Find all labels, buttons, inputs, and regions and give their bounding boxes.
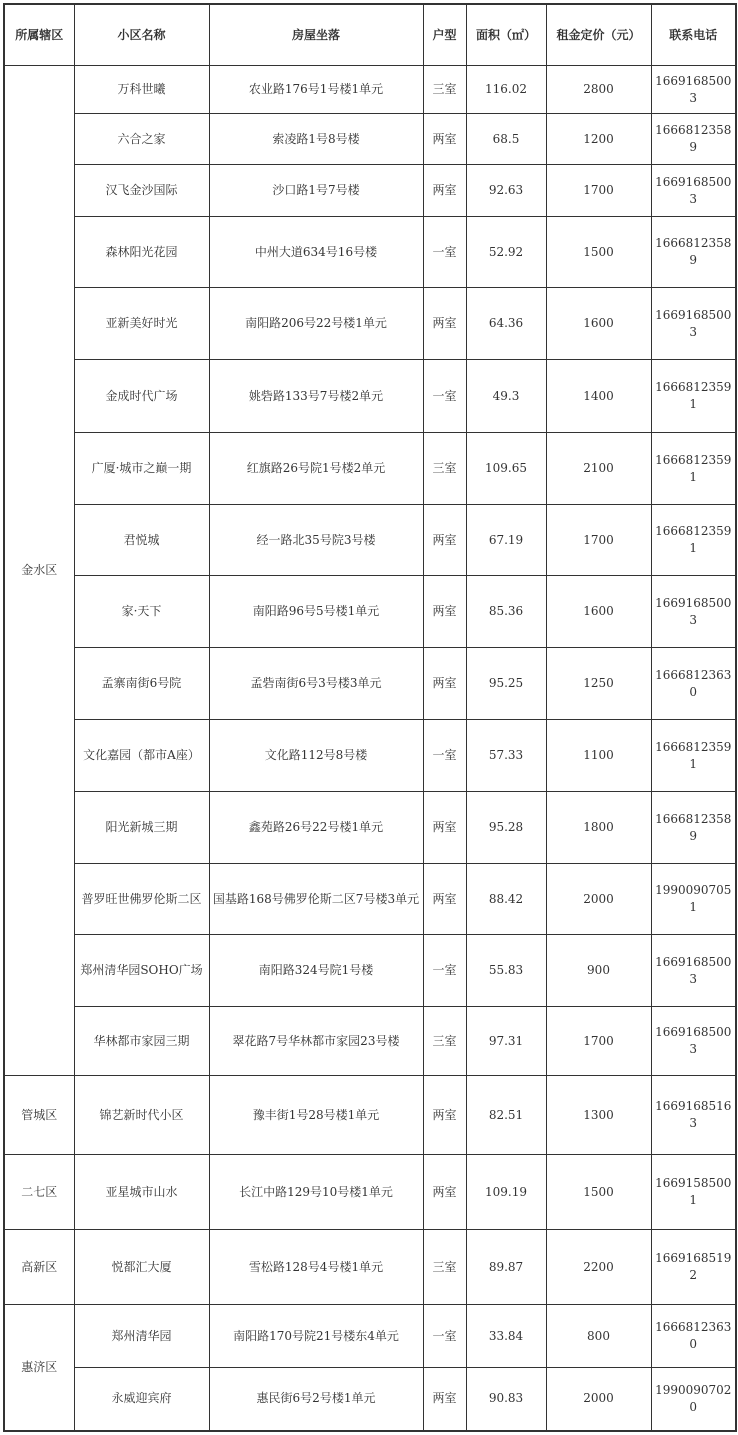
community-name-cell: 阳光新城三期 <box>74 792 209 864</box>
rental-listing-table <box>3 3 737 1432</box>
layout-cell: 两室 <box>423 648 466 720</box>
community-name-cell: 亚星城市山水 <box>74 1155 209 1230</box>
community-name-cell: 君悦城 <box>74 505 209 576</box>
rent-cell: 1700 <box>546 165 651 217</box>
area-cell: 49.3 <box>466 360 546 433</box>
area-cell: 52.92 <box>466 217 546 288</box>
table-row <box>4 66 736 114</box>
area-cell: 68.5 <box>466 114 546 165</box>
rent-cell: 1400 <box>546 360 651 433</box>
header-layout: 户型 <box>423 4 466 66</box>
rent-cell: 2200 <box>546 1230 651 1305</box>
area-cell: 95.28 <box>466 792 546 864</box>
table-row <box>4 648 736 720</box>
layout-cell: 两室 <box>423 576 466 648</box>
area-cell: 95.25 <box>466 648 546 720</box>
phone-cell: 16668123591 <box>651 720 736 792</box>
rent-cell: 1600 <box>546 288 651 360</box>
table-row <box>4 433 736 505</box>
phone-cell: 16668123589 <box>651 114 736 165</box>
community-name-cell: 汉飞金沙国际 <box>74 165 209 217</box>
area-cell: 57.33 <box>466 720 546 792</box>
table-row <box>4 864 736 935</box>
phone-cell: 16668123591 <box>651 433 736 505</box>
layout-cell: 两室 <box>423 165 466 217</box>
community-name-cell: 郑州清华园 <box>74 1305 209 1368</box>
area-cell: 85.36 <box>466 576 546 648</box>
rent-cell: 1100 <box>546 720 651 792</box>
area-cell: 67.19 <box>466 505 546 576</box>
address-cell: 南阳路96号5号楼1单元 <box>209 576 423 648</box>
address-cell: 孟砦南街6号3号楼3单元 <box>209 648 423 720</box>
area-cell: 97.31 <box>466 1007 546 1076</box>
community-name-cell: 金成时代广场 <box>74 360 209 433</box>
rent-cell: 1700 <box>546 1007 651 1076</box>
community-name-cell: 万科世曦 <box>74 66 209 114</box>
rent-cell: 1500 <box>546 1155 651 1230</box>
community-name-cell: 广厦·城市之巅一期 <box>74 433 209 505</box>
address-cell: 豫丰街1号28号楼1单元 <box>209 1076 423 1155</box>
phone-cell: 16691685003 <box>651 935 736 1007</box>
layout-cell: 两室 <box>423 114 466 165</box>
table-row <box>4 1076 736 1155</box>
district-cell: 高新区 <box>4 1230 74 1305</box>
table-row <box>4 217 736 288</box>
layout-cell: 一室 <box>423 720 466 792</box>
table-row <box>4 1305 736 1368</box>
layout-cell: 两室 <box>423 1368 466 1431</box>
table-row <box>4 576 736 648</box>
layout-cell: 一室 <box>423 1305 466 1368</box>
table-row <box>4 360 736 433</box>
layout-cell: 两室 <box>423 1076 466 1155</box>
rent-cell: 2800 <box>546 66 651 114</box>
rent-cell: 1200 <box>546 114 651 165</box>
phone-cell: 16691685003 <box>651 576 736 648</box>
table-row <box>4 1230 736 1305</box>
phone-cell: 16668123589 <box>651 792 736 864</box>
rent-cell: 2000 <box>546 1368 651 1431</box>
rent-cell: 1600 <box>546 576 651 648</box>
community-name-cell: 文化嘉园（都市A座） <box>74 720 209 792</box>
address-cell: 鑫苑路26号22号楼1单元 <box>209 792 423 864</box>
community-name-cell: 悦都汇大厦 <box>74 1230 209 1305</box>
phone-cell: 19900907020 <box>651 1368 736 1431</box>
address-cell: 翠花路7号华林都市家园23号楼 <box>209 1007 423 1076</box>
phone-cell: 16691685003 <box>651 288 736 360</box>
table-row <box>4 792 736 864</box>
phone-cell: 16668123591 <box>651 360 736 433</box>
area-cell: 90.83 <box>466 1368 546 1431</box>
phone-cell: 16668123591 <box>651 505 736 576</box>
layout-cell: 三室 <box>423 66 466 114</box>
rent-cell: 1800 <box>546 792 651 864</box>
address-cell: 沙口路1号7号楼 <box>209 165 423 217</box>
layout-cell: 三室 <box>423 1007 466 1076</box>
address-cell: 中州大道634号16号楼 <box>209 217 423 288</box>
header-community-name: 小区名称 <box>74 4 209 66</box>
layout-cell: 三室 <box>423 1230 466 1305</box>
area-cell: 92.63 <box>466 165 546 217</box>
address-cell: 南阳路170号院21号楼东4单元 <box>209 1305 423 1368</box>
district-cell: 金水区 <box>4 66 74 1076</box>
phone-cell: 16691685192 <box>651 1230 736 1305</box>
address-cell: 南阳路324号院1号楼 <box>209 935 423 1007</box>
layout-cell: 两室 <box>423 1155 466 1230</box>
address-cell: 文化路112号8号楼 <box>209 720 423 792</box>
rent-cell: 2100 <box>546 433 651 505</box>
layout-cell: 两室 <box>423 864 466 935</box>
community-name-cell: 锦艺新时代小区 <box>74 1076 209 1155</box>
community-name-cell: 普罗旺世佛罗伦斯二区 <box>74 864 209 935</box>
layout-cell: 一室 <box>423 217 466 288</box>
address-cell: 长江中路129号10号楼1单元 <box>209 1155 423 1230</box>
header-address: 房屋坐落 <box>209 4 423 66</box>
district-cell: 管城区 <box>4 1076 74 1155</box>
layout-cell: 一室 <box>423 935 466 1007</box>
area-cell: 82.51 <box>466 1076 546 1155</box>
phone-cell: 16691685003 <box>651 1007 736 1076</box>
community-name-cell: 郑州清华园SOHO广场 <box>74 935 209 1007</box>
area-cell: 33.84 <box>466 1305 546 1368</box>
address-cell: 索凌路1号8号楼 <box>209 114 423 165</box>
area-cell: 116.02 <box>466 66 546 114</box>
rent-cell: 2000 <box>546 864 651 935</box>
community-name-cell: 家·天下 <box>74 576 209 648</box>
phone-cell: 19900907051 <box>651 864 736 935</box>
community-name-cell: 孟寨南街6号院 <box>74 648 209 720</box>
rent-cell: 1500 <box>546 217 651 288</box>
address-cell: 姚砦路133号7号楼2单元 <box>209 360 423 433</box>
address-cell: 红旗路26号院1号楼2单元 <box>209 433 423 505</box>
phone-cell: 16691685003 <box>651 165 736 217</box>
address-cell: 国基路168号佛罗伦斯二区7号楼3单元 <box>209 864 423 935</box>
header-row <box>4 4 736 66</box>
header-district: 所属辖区 <box>4 4 74 66</box>
table-row <box>4 1155 736 1230</box>
table-row <box>4 288 736 360</box>
header-phone: 联系电话 <box>651 4 736 66</box>
table-row <box>4 720 736 792</box>
layout-cell: 三室 <box>423 433 466 505</box>
phone-cell: 16668123630 <box>651 648 736 720</box>
layout-cell: 两室 <box>423 792 466 864</box>
header-rent: 租金定价（元） <box>546 4 651 66</box>
table-row <box>4 935 736 1007</box>
rent-cell: 1300 <box>546 1076 651 1155</box>
header-area: 面积（㎡） <box>466 4 546 66</box>
rent-cell: 1700 <box>546 505 651 576</box>
area-cell: 89.87 <box>466 1230 546 1305</box>
community-name-cell: 华林都市家园三期 <box>74 1007 209 1076</box>
rent-cell: 1250 <box>546 648 651 720</box>
address-cell: 惠民街6号2号楼1单元 <box>209 1368 423 1431</box>
area-cell: 109.19 <box>466 1155 546 1230</box>
layout-cell: 两室 <box>423 288 466 360</box>
layout-cell: 两室 <box>423 505 466 576</box>
phone-cell: 16668123589 <box>651 217 736 288</box>
table-row <box>4 165 736 217</box>
table-row <box>4 505 736 576</box>
phone-cell: 16668123630 <box>651 1305 736 1368</box>
area-cell: 64.36 <box>466 288 546 360</box>
rent-cell: 900 <box>546 935 651 1007</box>
area-cell: 88.42 <box>466 864 546 935</box>
phone-cell: 16691685003 <box>651 66 736 114</box>
rent-cell: 800 <box>546 1305 651 1368</box>
area-cell: 55.83 <box>466 935 546 1007</box>
table-row <box>4 114 736 165</box>
address-cell: 农业路176号1号楼1单元 <box>209 66 423 114</box>
community-name-cell: 永威迎宾府 <box>74 1368 209 1431</box>
phone-cell: 16691585001 <box>651 1155 736 1230</box>
community-name-cell: 亚新美好时光 <box>74 288 209 360</box>
district-cell: 惠济区 <box>4 1305 74 1431</box>
area-cell: 109.65 <box>466 433 546 505</box>
phone-cell: 16691685163 <box>651 1076 736 1155</box>
address-cell: 经一路北35号院3号楼 <box>209 505 423 576</box>
community-name-cell: 森林阳光花园 <box>74 217 209 288</box>
layout-cell: 一室 <box>423 360 466 433</box>
table-row <box>4 1007 736 1076</box>
address-cell: 南阳路206号22号楼1单元 <box>209 288 423 360</box>
address-cell: 雪松路128号4号楼1单元 <box>209 1230 423 1305</box>
table-row <box>4 1368 736 1431</box>
community-name-cell: 六合之家 <box>74 114 209 165</box>
district-cell: 二七区 <box>4 1155 74 1230</box>
